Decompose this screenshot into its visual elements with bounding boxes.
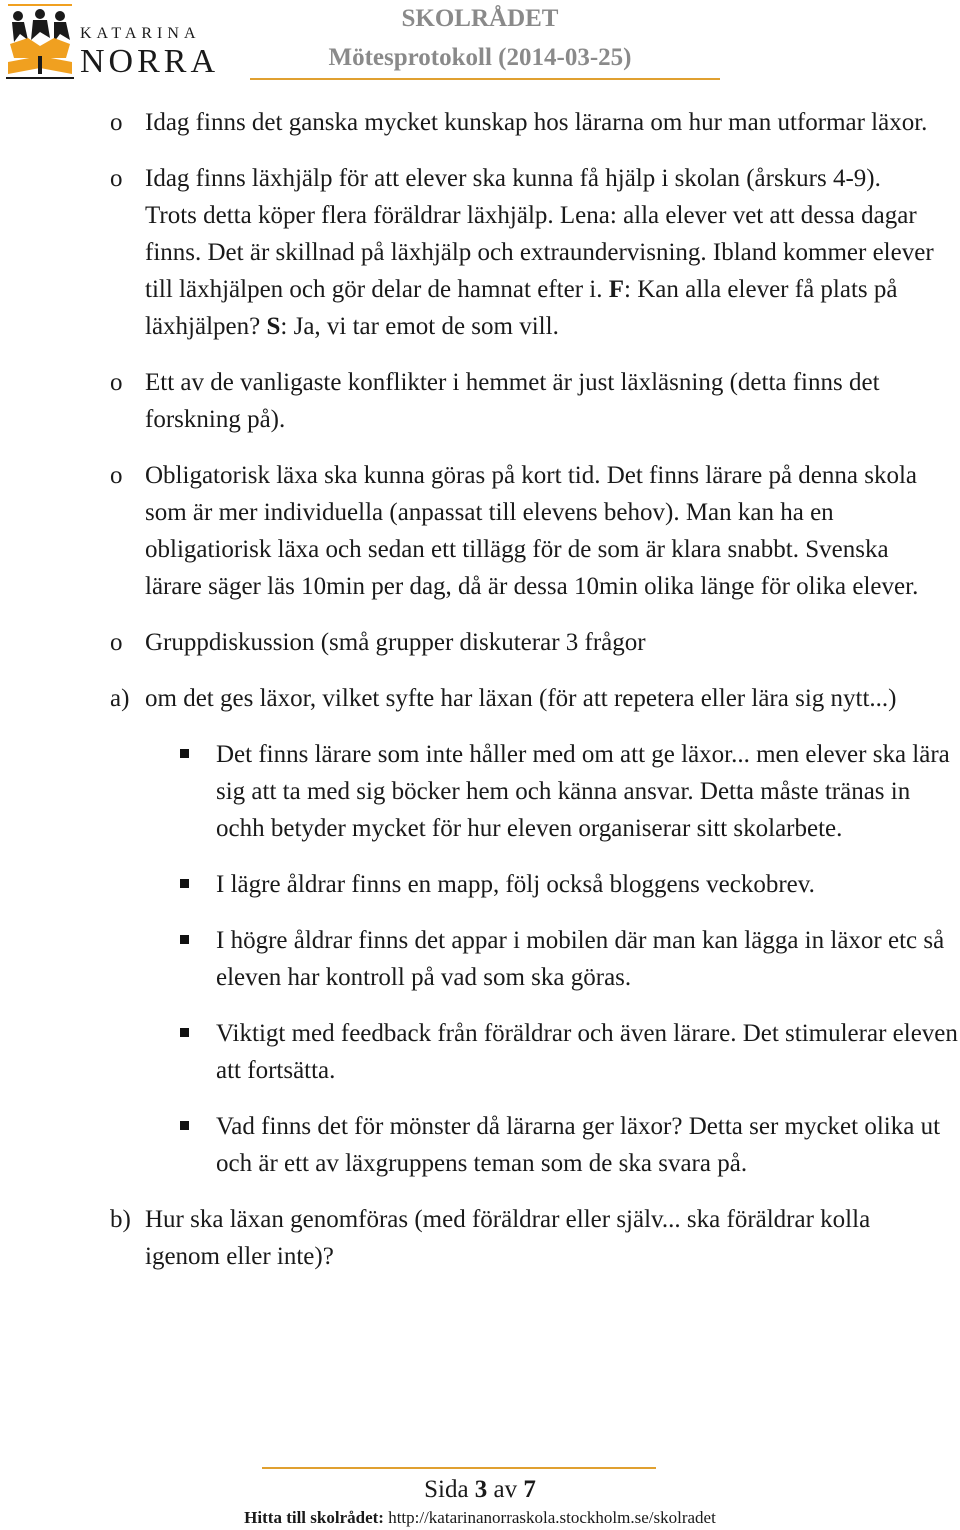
sub-list-item	[0, 736, 960, 847]
list-item	[0, 104, 935, 141]
footer-link-url[interactable]: http://katarinanorraskola.stockholm.se/skolradet	[388, 1508, 716, 1527]
list-item-b	[0, 1201, 935, 1275]
square-bullet-icon	[180, 1028, 189, 1037]
logo-line2: NORRA	[80, 43, 220, 80]
paragraph-text: I lägre åldrar finns en mapp, följ också bloggens veckobrev.	[216, 871, 815, 898]
paragraph-text: Obligatorisk läxa ska kunna göras på kort tid. Det finns lärare på denna skola som är mer individuella (anpassat till elevens behov). Man kan ha en obligatiorisk läxa och sedan ett tillägg för de som är klara snabbt. Svenska lärare säger läs 10min per dag, då är dessa 10min olika länge för olika elever.	[145, 462, 919, 600]
paragraph-segment: : Kan alla elever få plats på läxhjälpen?	[145, 276, 898, 340]
bullet-o: o	[110, 109, 123, 136]
list-item	[0, 457, 935, 605]
logo-emblem-icon	[0, 0, 80, 84]
list-item	[0, 160, 935, 345]
footer-rule	[262, 1467, 656, 1469]
square-bullet-icon	[180, 749, 189, 758]
label-f: F	[608, 276, 624, 303]
sub-list-item	[0, 1015, 960, 1089]
page-current: 3	[474, 1476, 488, 1503]
list-item	[0, 624, 935, 661]
school-logo	[0, 0, 230, 84]
paragraph-text: Gruppdiskussion (små grupper diskuterar 3 frågor	[145, 629, 646, 656]
square-bullet-icon	[180, 879, 189, 888]
letter-marker-a: a)	[110, 685, 130, 712]
list-item	[0, 364, 935, 438]
paragraph-text: Det finns lärare som inte håller med om att ge läxor... men elever ska lära sig att ta med sig böcker hem och känna ansvar. Detta måste tränas in ochh betyder mycket för hur eleven organiserar sitt skolarbete.	[216, 741, 950, 842]
paragraph-text: Idag finns det ganska mycket kunskap hos lärarna om hur man utformar läxor.	[145, 109, 928, 136]
page-prefix: Sida	[424, 1476, 469, 1503]
bullet-o: o	[110, 165, 123, 192]
square-bullet-icon	[180, 935, 189, 944]
logo-line1: KATARINA	[80, 25, 201, 42]
page-mid: av	[493, 1476, 518, 1503]
paragraph-text: Ett av de vanligaste konflikter i hemmet är just läxläsning (detta finns det forskning på).	[145, 369, 880, 433]
paragraph-text: I högre åldrar finns det appar i mobilen där man kan lägga in läxor etc så eleven har kontroll på vad som ska göras.	[216, 927, 945, 991]
paragraph-text: Viktigt med feedback från föräldrar och även lärare. Det stimulerar eleven att fortsätta.	[216, 1020, 958, 1084]
footer-link-label: Hitta till skolrådet:	[244, 1508, 384, 1527]
paragraph-text: Vad finns det för mönster då lärarna ger läxor? Detta ser mycket olika ut och är ett av läxgruppens teman som de ska svara på.	[216, 1113, 941, 1177]
paragraph-segment: Idag finns läxhjälp för att elever ska kunna få hjälp i skolan (årskurs 4-9). Trots detta köper flera föräldrar läxhjälp. Lena: alla elever vet att dessa dagar finns. Det är skillnad på läxhjälp och extraundervisning. Ibland kommer elever till läxhjälpen och gör delar de hamnat efter i.	[145, 165, 934, 303]
paragraph-text	[145, 160, 935, 345]
sub-list-item	[0, 922, 960, 996]
footer-link-line	[0, 1508, 960, 1528]
page-number	[0, 1476, 960, 1504]
paragraph-text: Hur ska läxan genomföras (med föräldrar eller själv... ska föräldrar kolla igenom eller inte)?	[145, 1206, 871, 1270]
bullet-o: o	[110, 462, 123, 489]
square-bullet-icon	[180, 1121, 189, 1130]
header-subtitle: Mötesprotokoll (2014-03-25)	[328, 44, 632, 71]
label-s: S	[266, 313, 281, 340]
sub-list-item	[0, 866, 960, 903]
paragraph-text: om det ges läxor, vilket syfte har läxan (för att repetera eller lära sig nytt...)	[145, 685, 897, 712]
sub-list-item	[0, 1108, 960, 1182]
paragraph-segment: : Ja, vi tar emot de som vill.	[280, 313, 559, 340]
letter-marker-b: b)	[110, 1206, 131, 1233]
header-title: SKOLRÅDET	[401, 5, 559, 32]
header-rule	[250, 78, 720, 80]
page-total: 7	[523, 1476, 536, 1503]
list-item-a	[0, 680, 935, 717]
document-body	[0, 104, 960, 1275]
bullet-o: o	[110, 629, 123, 656]
bullet-o: o	[110, 369, 123, 396]
